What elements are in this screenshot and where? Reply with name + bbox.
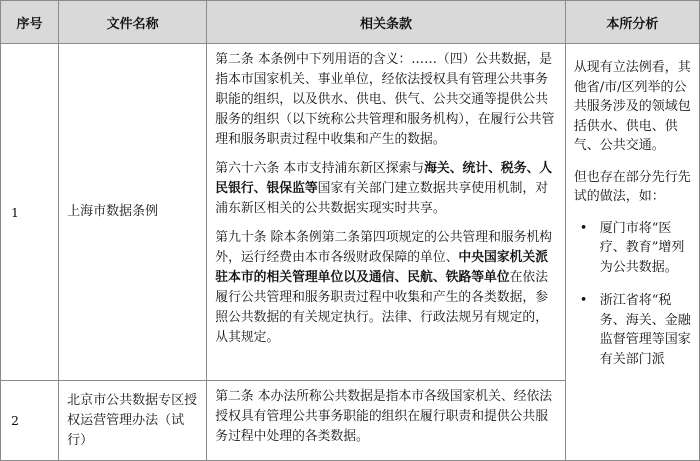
analysis-cell <box>565 44 699 461</box>
clause-paragraph <box>215 159 557 219</box>
clause-text: 第六十六条 本市支持浦东新区探索与 <box>215 161 425 176</box>
clause-cell <box>207 44 566 381</box>
file-name: 北京市公共数据专区授权运营管理办法（试行） <box>59 381 207 461</box>
clause-text: 第二条 本办法所称公共数据是指本市各级国家机关、经依法授权具有管理公共事务职能的组织在履行职责和提供公共服务过程中处理的各类数据。 <box>215 389 553 444</box>
analysis-bullet: • 厦门市将“医疗、教育”增列为公共数据。 <box>600 219 695 278</box>
clause-text: 国家有关部门建立数据共享使用机制，对浦东新区相关的公共数据实现实时共享。 <box>215 181 548 216</box>
header-row <box>1 1 700 44</box>
row-number: 1 <box>1 44 59 381</box>
clause-cell <box>207 381 566 461</box>
clause-paragraph <box>215 50 557 150</box>
analysis-list <box>574 219 695 370</box>
clause-paragraph <box>215 387 557 447</box>
clause-emphasis: 中央国家机关派驻本市的相关管理单位以及通信、民航、铁路等单位 <box>215 250 548 285</box>
analysis-paragraph: 但也存在部分先行先试的做法，如： <box>573 169 691 204</box>
table-row <box>1 44 700 381</box>
analysis-paragraph: 从现有立法例看，其他省/市/区列举的公共服务涉及的领域包括供水、供电、供气、公共交通。 <box>573 60 691 153</box>
file-name: 上海市数据条例 <box>59 44 207 381</box>
clause-paragraph <box>215 228 557 348</box>
row-number: 2 <box>1 381 59 461</box>
clause-text: 第二条 本条例中下列用语的含义：……（四）公共数据，是指本市国家机关、事业单位，经依法授权具有管理公共事务职能的组织，以及供水、供电、供气、公共交通等提供公共服务的组织（以下统称公共管理和服务机构），在履行公共管理和服务职责过程中收集和产生的数据。 <box>215 52 555 147</box>
header-no: 序号 <box>1 1 59 44</box>
clause-text: 第九十条 除本条例第二条第四项规定的公共管理和服务机构外，运行经费由本市各级财政保障的单位、 <box>215 230 553 265</box>
clause-text: 在依法履行公共管理和服务职责过程中收集和产生的各类数据，参照公共数据的有关规定执行。法律、行政法规另有规定的，从其规定。 <box>215 270 548 345</box>
header-analysis: 本所分析 <box>565 1 699 44</box>
clause-emphasis: 海关、统计、税务、人民银行、银保监等 <box>215 161 553 196</box>
header-clauses: 相关条款 <box>207 1 566 44</box>
header-file-name: 文件名称 <box>59 1 207 44</box>
analysis-bullet: • 浙江省将“税务、海关、金融监督管理等国家有关部门派 <box>600 291 695 369</box>
